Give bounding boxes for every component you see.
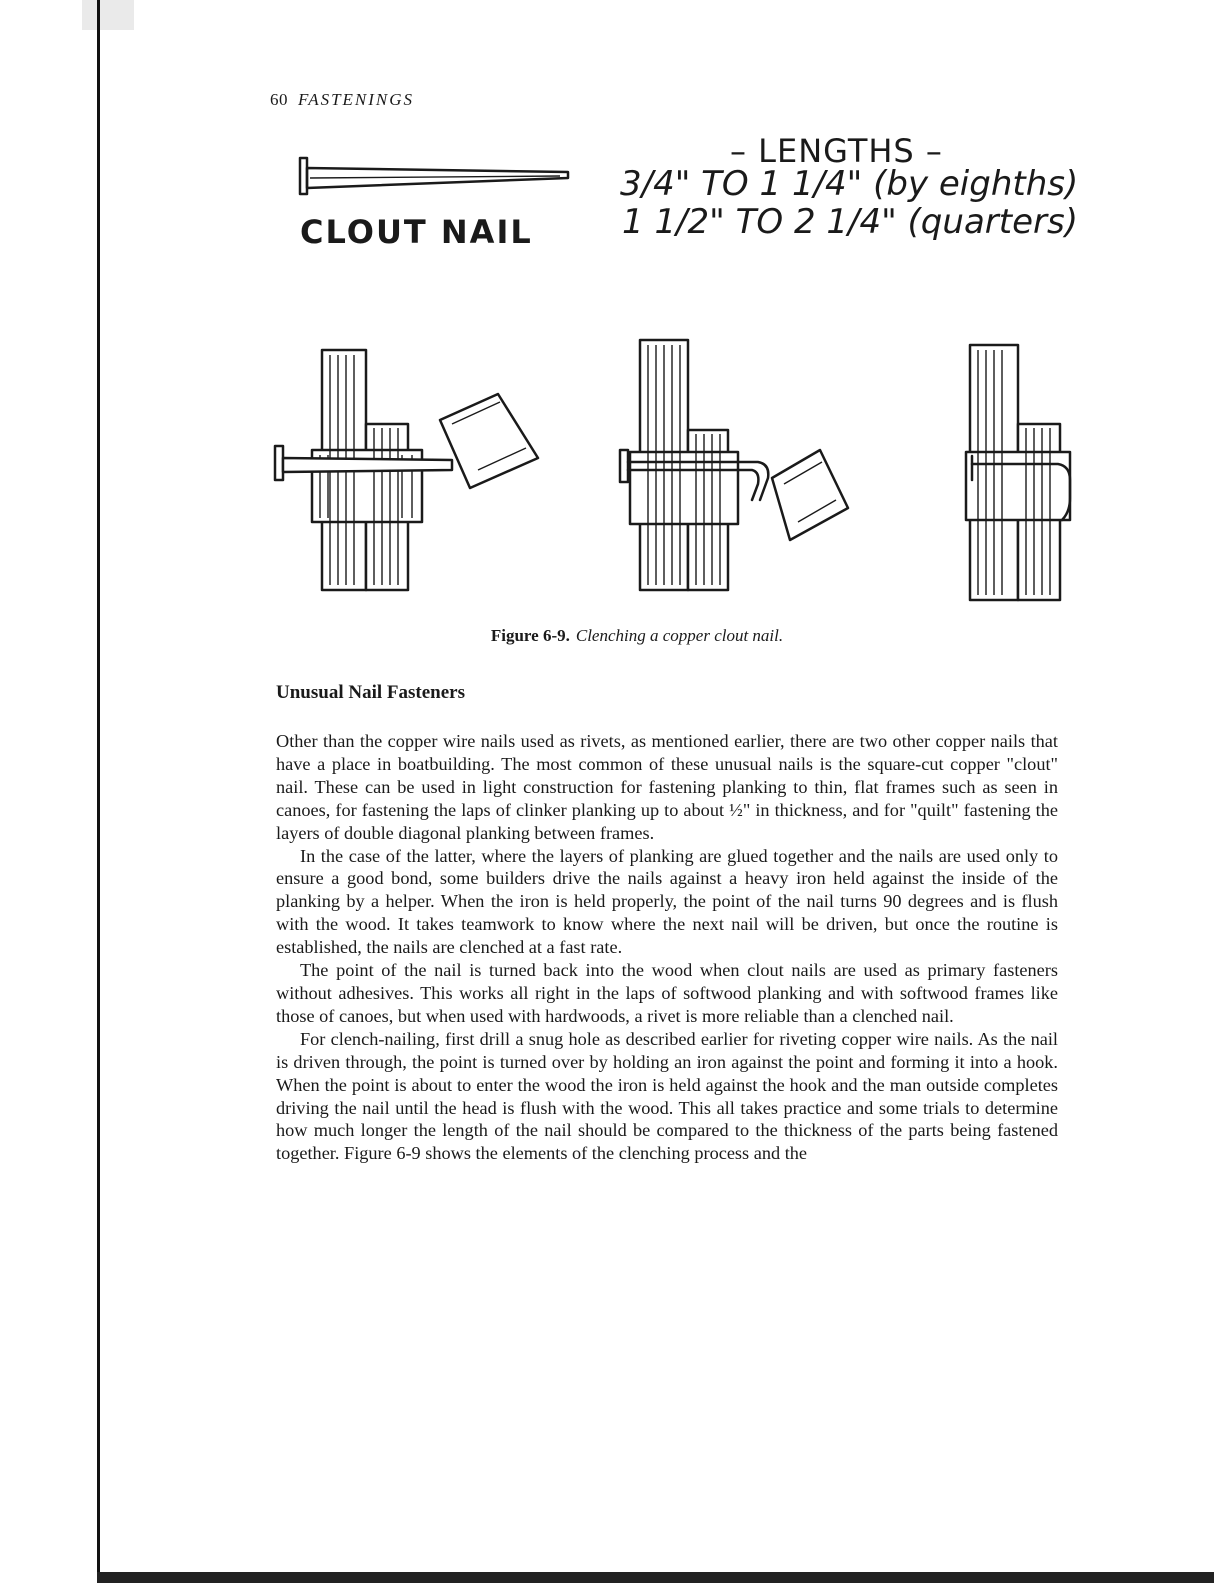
paragraph: In the case of the latter, where the layers of planking are glued together and the nails are used only to ensure a good bond, some builders drive the nails against a heavy iron held against the inside of the planking by a helper. When the iron is held properly, the point of the nail turns 90 degrees and is flush with the wood. It takes teamwork to know where the next nail will be driven, but once the routine is established, the nails are clenched at a fast rate.: [276, 845, 1058, 958]
caption-number: Figure 6-9.: [490, 626, 570, 645]
page-number: 60: [270, 90, 288, 109]
paragraph: The point of the nail is turned back into the wood when clout nails are used as primary fasteners without adhesives. This works all right in the laps of softwood planking and with softwood frames like those of canoes, but when used with hardwoods, a rivet is more reliable than a clenched nail.: [276, 960, 1058, 1026]
paragraph: Other than the copper wire nails used as rivets, as mentioned earlier, there are two other copper nails that have a place in boatbuilding. The most common of these unusual nails is the square-cut copper "clout" nail. These can be used in light construction for fastening planking to thin, flat frames such as seen in canoes, for fastening the laps of clinker planking up to about ½" in thickness, and for "quilt" fastening the layers of double diagonal planking between frames.: [276, 731, 1058, 843]
caption-text: Clenching a copper clout nail.: [575, 626, 784, 645]
lengths-line-1: 3/4" TO 1 1/4" (by eighths): [620, 164, 1079, 204]
section-heading: Unusual Nail Fasteners: [276, 682, 465, 703]
clench-stage-1: [275, 350, 538, 590]
lengths-line-2: 1 1/2" TO 2 1/4" (quarters): [622, 202, 1078, 242]
clout-nail-drawing: [300, 158, 568, 194]
clench-stage-2: [620, 340, 848, 590]
clout-nail-label: CLOUT NAIL: [300, 213, 533, 251]
figure-caption: [0, 626, 1214, 646]
body-text: [276, 730, 1058, 1165]
section-title: FASTENINGS: [298, 90, 415, 109]
lengths-title: – LENGTHS –: [730, 132, 943, 170]
paragraph: For clench-nailing, first drill a snug hole as described earlier for riveting copper wire nails. As the nail is driven through, the point is turned over by holding an iron against the point and forming it into a hook. When the point is about to enter the wood the iron is held against the hook and the man outside completes driving the nail until the head is flush with the wood. This all takes practice and some trials to determine how much longer the length of the nail should be compared to the thickness of the parts being fastened together. Figure 6-9 shows the elements of the clenching process and the: [276, 1028, 1058, 1164]
clench-stage-3: [966, 345, 1070, 600]
